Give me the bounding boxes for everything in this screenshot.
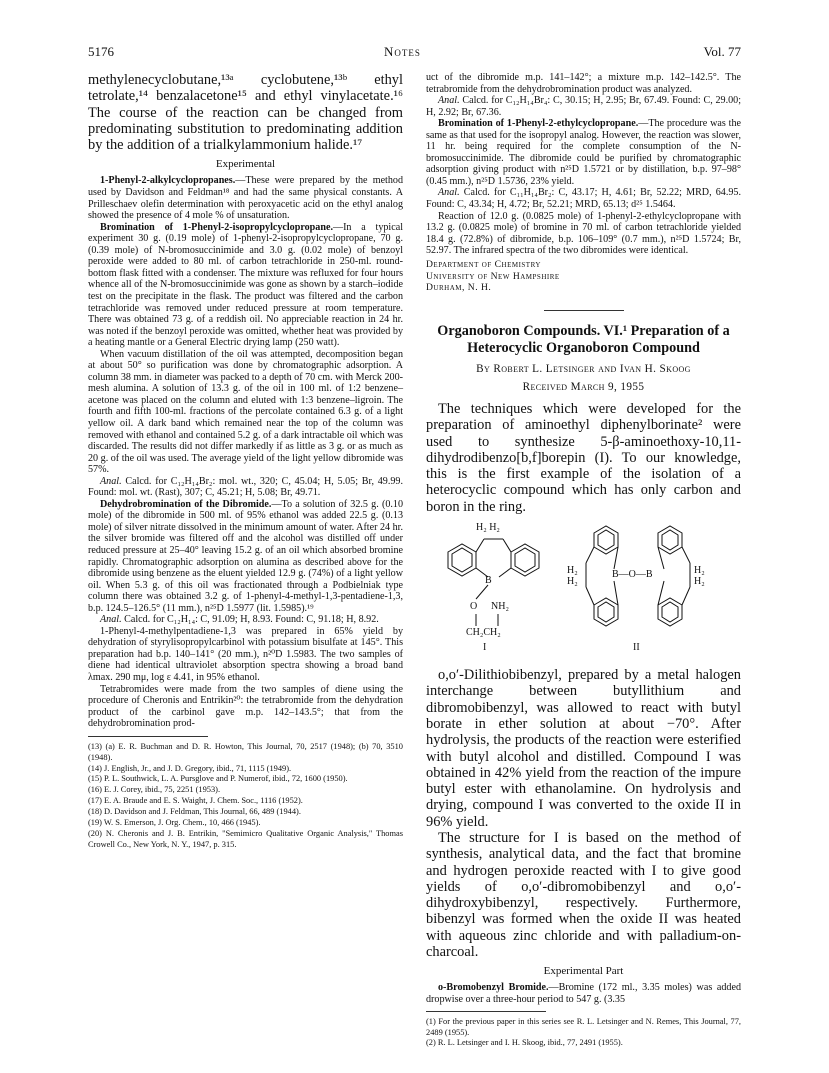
run-in-heading: Bromination of 1-Phenyl-2-isopropylcyclopropane. (100, 221, 333, 233)
paragraph: Tetrabromides were made from the two samples of diene using the procedure of Cheronis and Entrikin²⁰: the tetrabromide from the dehydration product of the carbinol gave m.p. 142–143.5°; that from the dehydrobromination prod- (88, 683, 403, 730)
footnotes (88, 742, 403, 851)
compound-ii-label: II (633, 642, 640, 654)
footnote: (15) P. L. Southwick, L. A. Pursglove and P. Numerof, ibid., 72, 1600 (1950). (88, 774, 348, 784)
analysis-paragraph: Anal. Calcd. for C₁₂H₁₄Br₄: C, 30.15; H, 2.95; Br, 67.49. Found: C, 29.00; H, 2.92; Br, 67.36. (426, 95, 741, 118)
footnote: (18) D. Davidson and J. Feldman, This Journal, 66, 489 (1944). (88, 807, 301, 817)
benzene-ring-inner (515, 548, 535, 572)
structure-drawing (426, 517, 741, 667)
h2-label: H₂ (567, 576, 578, 588)
run-in-heading: Bromination of 1-Phenyl-2-ethylcyclopropane. (438, 118, 639, 130)
footnote: (19) W. S. Emerson, J. Org. Chem., 10, 466 (1945). (88, 818, 261, 828)
bond (658, 581, 664, 605)
run-in-heading: 1-Phenyl-2-alkylcyclopropanes. (100, 175, 236, 187)
run-in-heading: Dehydrobromination of the Dibromide. (100, 498, 272, 510)
page-header (88, 44, 741, 60)
footnote: (16) E. J. Corey, ibid., 75, 2251 (1953). (88, 785, 221, 795)
bond (476, 539, 484, 552)
bond (682, 587, 690, 605)
structure-figure (426, 517, 741, 667)
benzene-ring-inner (662, 602, 678, 622)
bond (476, 585, 488, 599)
paragraph: Reaction of 12.0 g. (0.0825 mole) of 1-phenyl-2-ethylcyclopropane with 13.2 g. (0.0825 mole) of bromine in 70 ml. of carbon tetrachloride yielded 18.4 g. (72.8%) of dibromide, b.p. 106–109° (0.7 mm.), n²⁵D 1.5724; Br, 52.97. The infrared spectra of the two dibromides were identical. (426, 210, 741, 257)
analysis-paragraph: Anal. Calcd. for C₁₂H₁₄: C, 91.09; H, 8.93. Found: C, 91.18; H, 8.92. (100, 614, 379, 626)
oxygen-label: O (470, 601, 478, 613)
paragraph: Bromination of 1-Phenyl-2-isopropylcyclopropane.—In a typical experiment 30 g. (0.19 mole) of 1-phenyl-2-isopropylcyclopropane, 70 g. (0.39 mole) of N-bromosuccinimide and 3.0 g. (0.02 mole) of benzoyl peroxide were added to 80 ml. of carbon tetrachloride in 250-ml. round-bottom flask fitted with a condenser. The mixture was refluxed for four hours whence all of the N-bromosuccinimide was gone as shown by a starch–iodide test on the precipitate in the flask. The product was filtered and the carbon tetrachloride was removed under reduced pressure at room temperature. There was obtained 73 g. of a reddish oil. No appreciable reaction in 24 hr. was noted if the benzoyl peroxide was omitted, whether heat was provided by a heating mantle or a General Electric drying lamp (250 watt). (88, 221, 403, 349)
article-divider (544, 310, 624, 311)
h2-label: H₂ (567, 565, 578, 577)
compound-i-label: I (483, 642, 487, 654)
analysis-paragraph: Anal. Calcd. for C₁₁H₁₄Br₂: C, 43.17; H, 4.61; Br, 52.22; MRD, 64.95. Found: C, 43.34; H, 4.72; Br, 52.21; MRD, 65.13; d²⁵ 1.5464. (426, 187, 741, 211)
paragraph: When vacuum distillation of the oil was attempted, decomposition began at about 50° so purification was done by chromatographic adsorption. A column 38 mm. in diameter was packed to a depth of 70 cm. with Merck 200-mesh alumina. A solution of 13.3 g. of the oil in 100 ml. of 1:2 benzene–acetone was placed on the column and eluted with 1:3 benzene–ligroin. The fourth and fifth 100-ml. fractions of the percolate contained 6.3 g. of a light yellow oil. A dark band which remained near the top of the column was removed with ethanol and contained 5.2 g. of a dark intractable oil which was discarded. The results did not differ markedly if as little as 3 g. or as much as 20 g. of the oil was used. The average yield of the light yellow dibromide was 57%. (88, 348, 403, 476)
paragraph: The structure for I is based on the method of synthesis, analytical data, and the fact that bromine and hydrogen peroxide reacted with I to give good yields of o,o′-dibromobibenzyl and o,o′-dihydroxybibenzyl, respectively. Furthermore, bibenzyl was formed when the oxide II was heated with aqueous zinc chloride and with palladium-on-charcoal. (426, 830, 741, 961)
paragraph: 1-Phenyl-4-methylpentadiene-1,3 was prepared in 65% yield by dehydration of styrylisopropylcarbinol with potassium bisulfate at 145°. This preparation had b.p. 140–141° (20 mm.), n²⁰D 1.5983. The two samples of diene had identical ultraviolet absorption spectra showing a broad band λmax. 290 mμ, log ε 4.41, in 95% ethanol. (88, 625, 403, 683)
benzene-ring-inner (598, 602, 614, 622)
h2-label: H₂ (694, 576, 705, 588)
section-title: Notes (384, 44, 421, 59)
left-column (88, 72, 403, 851)
paragraph: Bromination of 1-Phenyl-2-ethylcyclopropane.—The procedure was the same as that used for the isopropyl analog. However, the reaction was slower, 11 hr. being required for the complete consumption of the N-bromosuccinimide. The dibromide could be purified by chromatographic adsorption giving product with n²⁵D 1.5721 or by distillation, b.p. 97–98° (0.45 mm.), n²⁵D 1.5736, 23% yield. (426, 118, 741, 187)
nh2-label: NH₂ (491, 601, 509, 613)
paragraph: uct of the dibromide m.p. 141–142°; a mixture m.p. 142–142.5°. The tetrabromide from the dehydrobromination product was analyzed. (426, 72, 741, 95)
h2-h2-label: H₂ H₂ (476, 522, 500, 534)
benzene-ring-inner (662, 530, 678, 550)
ch2ch2-label: CH₂CH₂ (466, 627, 501, 639)
run-in-heading: o-Bromobenzyl Bromide. (438, 982, 549, 994)
footnote-divider (426, 1011, 546, 1012)
footnote: (17) E. A. Braude and E. S. Waight, J. Chem. Soc., 1116 (1952). (88, 796, 303, 806)
bond (614, 547, 618, 569)
footnote: (14) J. English, Jr., and J. D. Gregory, ibid., 71, 1115 (1949). (88, 763, 292, 773)
byline: By Robert L. Letsinger and Ivan H. Skoog (476, 362, 691, 375)
paragraph: o,o′-Dilithiobibenzyl, prepared by a metal halogen interchange between butyllithium and dibromobibenzyl, was allowed to react with butyl borate in ether solution at about −70°. After hydrolysis, the products of the reaction were esterified with butyl alcohol and distilled. Compound I was obtained in 42% yield from the reaction of the impure butyl ester with ethanolamine. On hydrolysis and drying, compound I was converted to the oxide II in 96% yield. (426, 667, 741, 830)
boron-label: B (485, 575, 492, 587)
benzene-ring-inner (598, 530, 614, 550)
bond (586, 547, 594, 563)
bond (586, 587, 594, 605)
paragraph: Dehydrobromination of the Dibromide.—To a solution of 32.5 g. (0.10 mole) of the dibromide in 500 ml. of 95% ethanol was added 22.5 g. (0.13 mole) of silver nitrate dissolved in the minimum amount of water. After 24 hr. the silver bromide was filtered off and the alcohol was distilled off under reduced pressure at 25–40° leaving 15.2 g. of an oil which absorbed bromine rapidly. Chromatographic adsorption on alumina as described above for the dibromide using benzene as the eluent yielded 12.9 g. (74%) of a light yellow oil. When 5.3 g. of this oil was fractionated through a Podbielniak type column there was obtained 3.2 g. of 1-phenyl-4-methyl-1,3-pentadiene-1,3, b.p. 124.5–126.5° (11 mm.), n²⁵D 1.5977 (lit. 1.5985).¹⁹ (88, 498, 403, 614)
footnote-divider (88, 736, 208, 737)
experimental-heading: Experimental (215, 158, 276, 171)
right-column (426, 72, 741, 1048)
footnote: (20) N. Cheronis and J. B. Entrikin, "Semimicro Qualitative Organic Analysis," Thomas Crowell Co., New York, N. Y., 1947, p. 315. (88, 828, 403, 849)
bond (499, 568, 511, 577)
bond (614, 581, 618, 605)
footnotes (426, 1017, 741, 1048)
b-o-b-label: B—O—B (612, 569, 653, 581)
page-number: 5176 (88, 44, 114, 59)
affiliation: Department of Chemistry University of New Hampshire Durham, N. H. (426, 258, 560, 294)
bond (503, 539, 511, 552)
paragraph: 1-Phenyl-2-alkylcyclopropanes.—These were prepared by the method used by Davidson and Feldman¹⁸ and had the same physical constants. A Prilleschaev olefin determination with peroxyacetic acid on the ethyl analog showed the presence of 4 mole % of unsaturation. (88, 175, 403, 222)
footnote: (2) R. L. Letsinger and I. H. Skoog, ibid., 77, 2491 (1955). (426, 1038, 623, 1048)
experimental-part-heading: Experimental Part (543, 965, 624, 978)
h2-label: H₂ (694, 565, 705, 577)
benzene-ring-inner (452, 548, 472, 572)
article-title: Organoboron Compounds. VI.¹ Preparation of a Heterocyclic Organoboron Compound (437, 323, 730, 356)
volume-label: Vol. 77 (703, 44, 741, 59)
footnote: (13) (a) E. R. Buchman and D. R. Howton, This Journal, 70, 2517 (1948); (b) 70, 3510 (1948). (88, 741, 403, 762)
footnote: (1) For the previous paper in this series see R. L. Letsinger and N. Remes, This Journal, 77, 2489 (1955). (426, 1017, 741, 1037)
intro-paragraph: The techniques which were developed for the preparation of aminoethyl diphenylborinate² were used to synthesize 5-β-aminoethoxy-10,11-dihydrodibenzo[b,f]borepin (I). To our knowledge, this is the first example of the isolation of a heterocyclic compound which has only carbon and boron in the ring. (426, 400, 741, 515)
continuation-paragraph: methylenecyclobutane,¹³ᵃ cyclobutene,¹³ᵇ ethyl tetrolate,¹⁴ benzalacetone¹⁵ and ethyl vinylacetate.¹⁶ The course of the reaction can be changed from predominating substitution to predominating addition by the addition of a trialkylammonium halide.¹⁷ (88, 72, 403, 154)
bond (682, 547, 690, 563)
paragraph: o-Bromobenzyl Bromide.—Bromine (172 ml., 3.35 moles) was added dropwise over a three-hour period to 547 g. (3.35 (426, 982, 741, 1005)
analysis-paragraph: Anal. Calcd. for C₁₂H₁₄Br₂: mol. wt., 320; C, 45.04; H, 5.05; Br, 49.99. Found: mol. wt. (Rast), 307; C, 45.21; H, 5.08; Br, 49.71. (88, 475, 403, 499)
received-date: Received March 9, 1955 (522, 380, 645, 393)
